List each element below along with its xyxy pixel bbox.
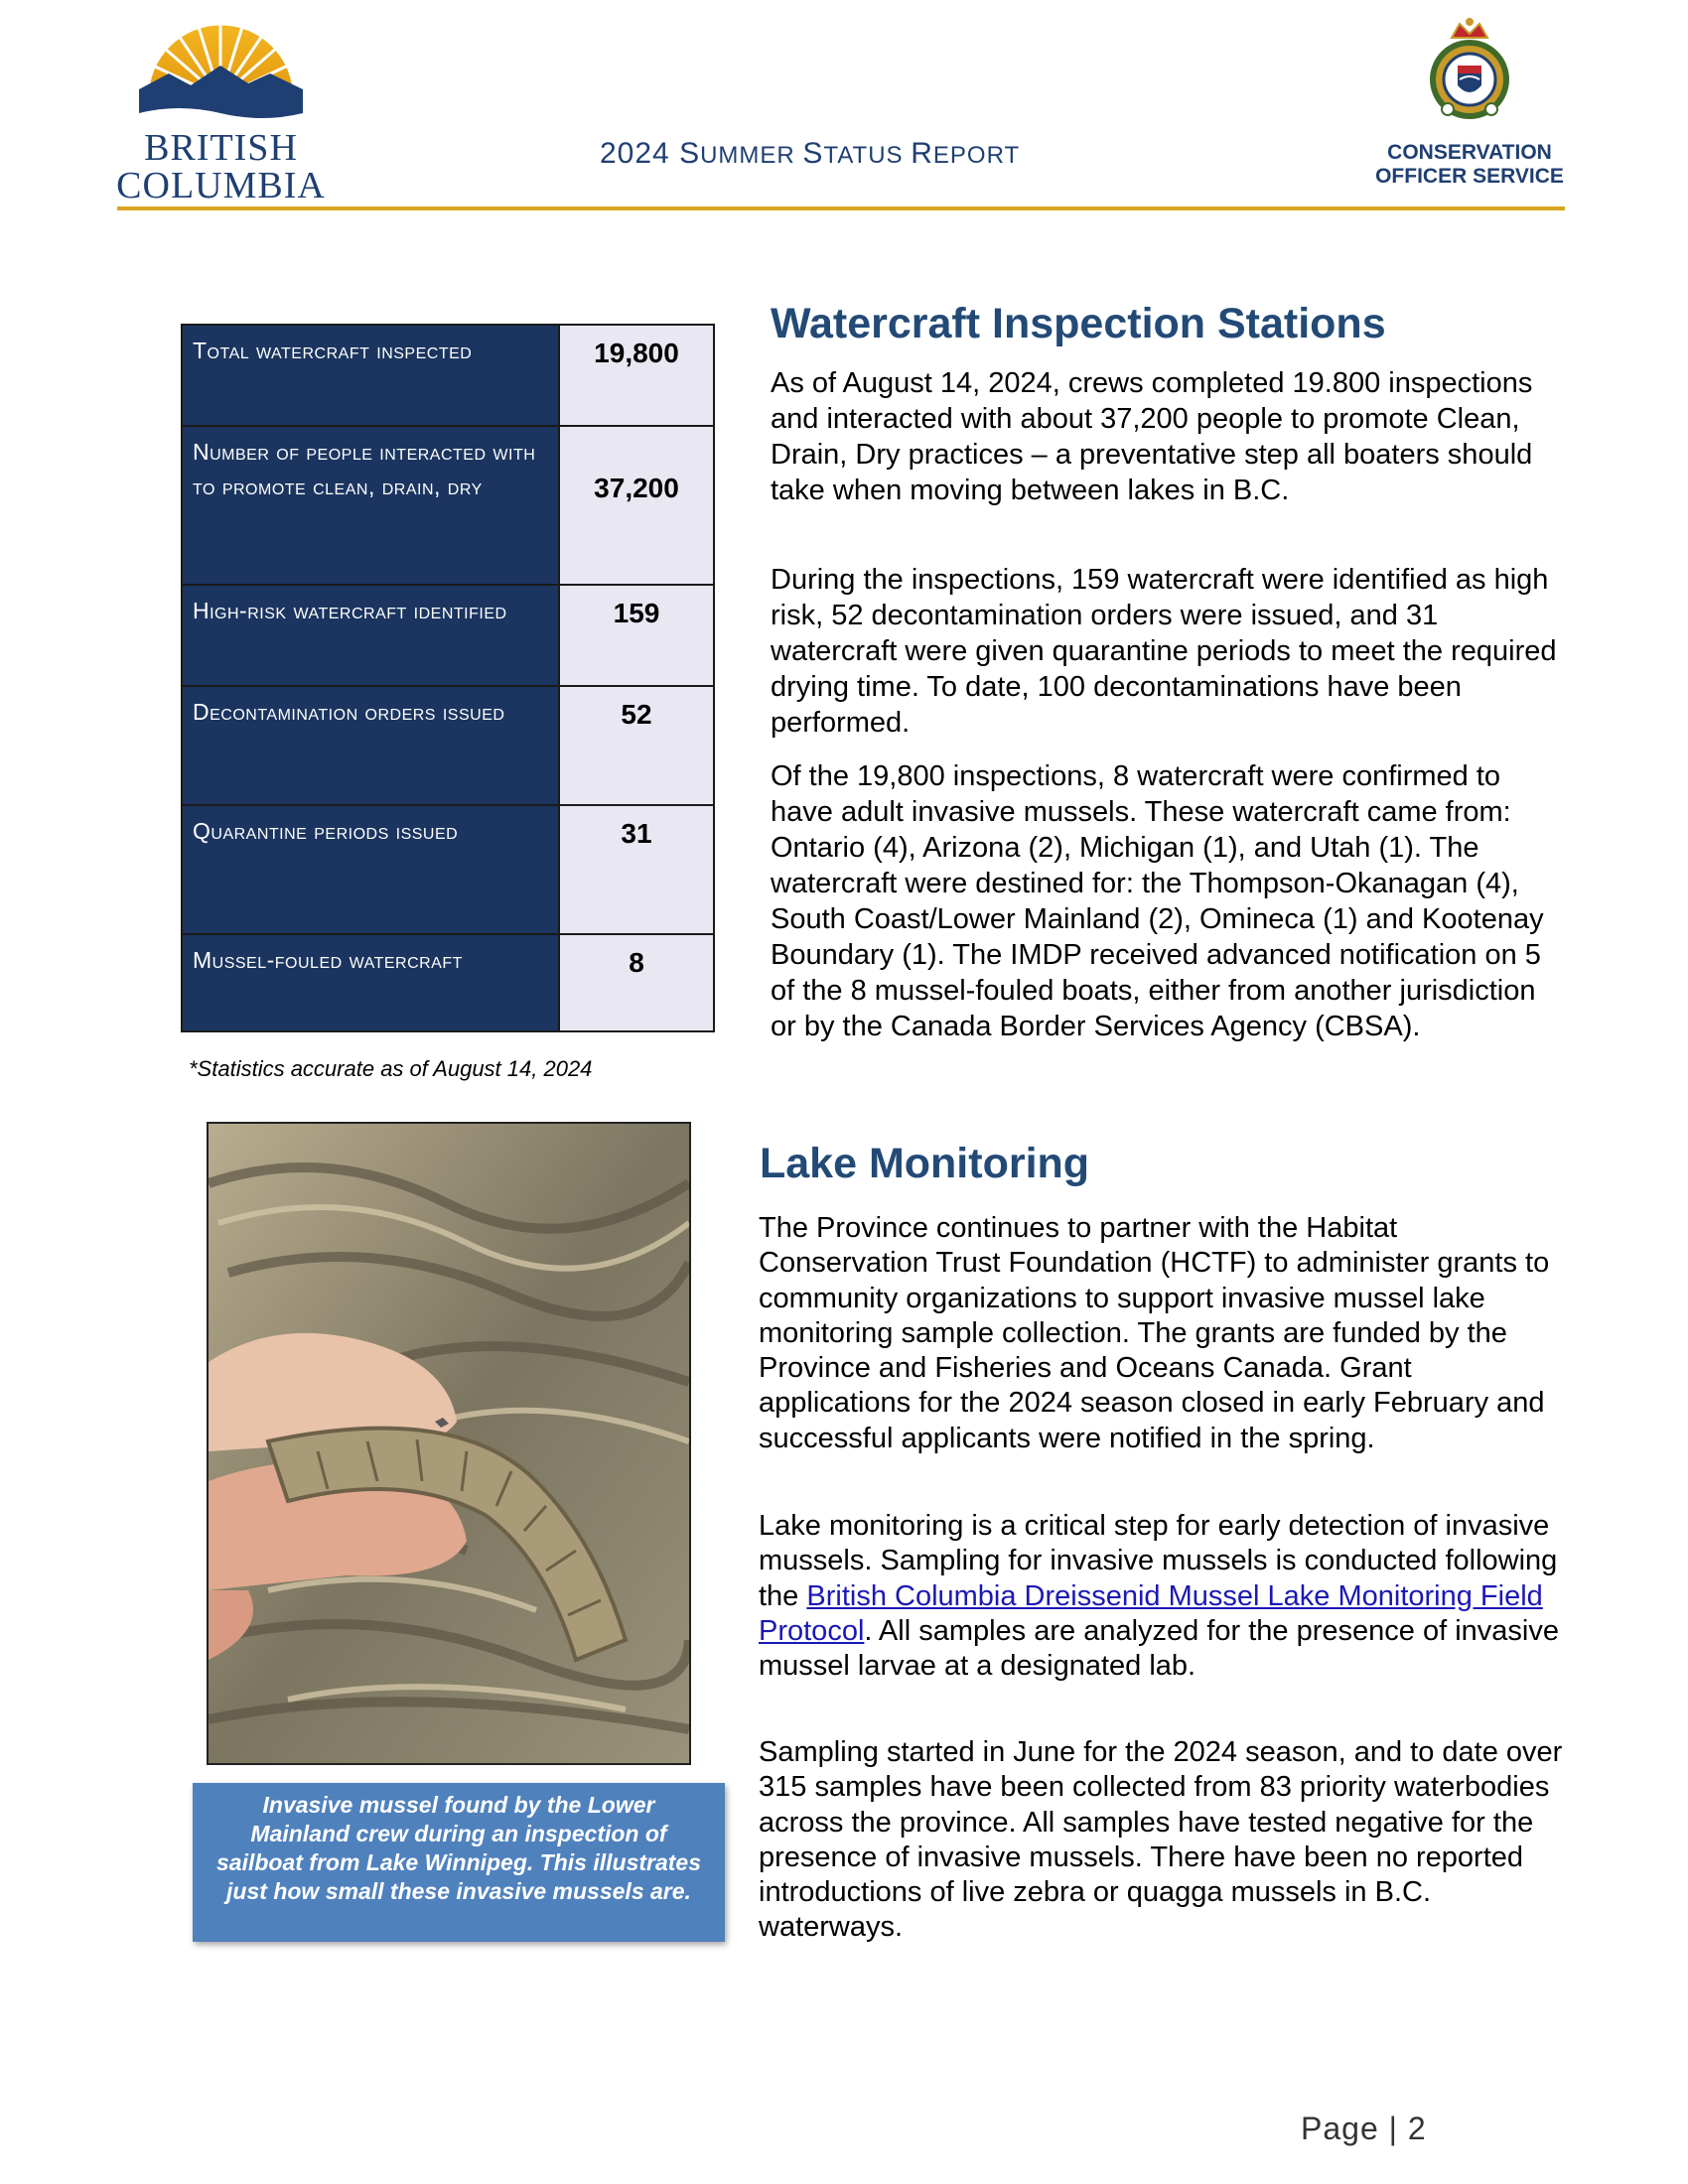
stat-value: 8 [560, 935, 713, 1030]
stats-row-decontamination [183, 687, 713, 806]
stat-label: High-risk watercraft identified [183, 586, 560, 685]
bc-logo [114, 18, 328, 206]
stats-row-total-inspected [183, 326, 713, 427]
photo-caption: Invasive mussel found by the Lower Mainland crew during an inspection of sailboat from Lake Winnipeg. This illustrates just how small these invasive mussels are. [193, 1783, 725, 1942]
stat-value: 31 [560, 806, 713, 933]
lake-paragraph-3: Sampling started in June for the 2024 season, and to date over 315 samples have been collected from 83 priority waterbodies across the province. All samples have tested negative for the presence of invasive mussels. There have been no reported introductions of live zebra or quagga mussels in B.C. waterways. [759, 1736, 1563, 1944]
watercraft-paragraph-2: During the inspections, 159 watercraft were identified as high risk, 52 decontamination orders were issued, and 31 watercraft were given quarantine periods to meet the required drying time. To date, 100 decontaminations have been performed. [771, 564, 1557, 739]
report-title-r: R [911, 137, 933, 170]
bc-logo-line2: COLUMBIA [116, 165, 326, 206]
watercraft-paragraph-1: As of August 14, 2024, crews completed 19.800 inspections and interacted with about 37,200 people to promote Clean, Drain, Dry practices – a preventative step all boaters should take when moving between lakes in B.C. [771, 367, 1533, 506]
report-title-eport: EPORT [932, 142, 1021, 169]
stats-row-quarantine [183, 806, 713, 935]
page-number: Page | 2 [1301, 2111, 1427, 2146]
stats-table [181, 324, 715, 1032]
stat-label: Total watercraft inspected [183, 326, 560, 425]
report-title-tatus: TATUS [823, 142, 912, 169]
watercraft-paragraph-3: Of the 19,800 inspections, 8 watercraft were confirmed to have adult invasive mussels. These watercraft came from: Ontario (4), Arizona (2), Michigan (1), and Utah (1). The watercraft were destined for: the Thompson-Okanagan (4), South Coast/Lower Mainland (2), Omineca (1) and Kootenay Boundary (1). The IMDP received advanced notification on 5 of the 8 mussel-fouled boats, either from another jurisdiction or by the Canada Border Services Agency (CBSA). [771, 760, 1544, 1042]
cos-crest-icon [1422, 14, 1517, 131]
report-title-s2: S [802, 137, 824, 170]
stat-value: 159 [560, 586, 713, 685]
bc-logo-line1: BRITISH [144, 127, 298, 169]
report-title-ummer: UMMER [700, 142, 803, 169]
stats-row-high-risk [183, 586, 713, 687]
lake-paragraph-1: The Province continues to partner with the Habitat Conservation Trust Foundation (HCTF) to administer grants to community organizations to support invasive mussel lake monitoring sample collection. The grants are funded by the Province and Fisheries and Oceans Canada. Grant applications for the 2024 season closed in early February and successful applicants were notified in the spring. [759, 1212, 1550, 1454]
stat-label: Decontamination orders issued [183, 687, 560, 804]
lake-paragraph-2 [759, 1509, 1565, 1684]
mussel-photo [207, 1122, 691, 1765]
stats-row-mussel-fouled [183, 935, 713, 1030]
lake-paragraph-2-text-before: Lake monitoring is a critical step for early detection of invasive mussels. Sampling for invasive mussels is conducted following the [759, 1510, 1558, 1612]
stat-label: Mussel-fouled watercraft [183, 935, 560, 1030]
field-protocol-link[interactable]: British Columbia Dreissenid Mussel Lake Monitoring Field Protocol [759, 1579, 1543, 1647]
stat-label: Quarantine periods issued [183, 806, 560, 933]
stat-label: Number of people interacted with to promote clean, drain, dry [183, 427, 560, 584]
stats-footnote: *Statistics accurate as of August 14, 2024 [189, 1056, 593, 1081]
stats-row-people-interacted [183, 427, 713, 586]
report-title-year: 2024 [600, 137, 680, 170]
report-title-s: S [679, 137, 701, 170]
cos-logo-line2: OFFICER SERVICE [1375, 165, 1564, 188]
rope-mussel-photo-icon [209, 1124, 689, 1763]
stat-value: 37,200 [560, 427, 713, 584]
watercraft-heading: Watercraft Inspection Stations [771, 300, 1386, 347]
header-divider [117, 206, 1565, 210]
stat-value: 52 [560, 687, 713, 804]
cos-logo-line1: CONSERVATION [1387, 141, 1552, 164]
report-title [600, 137, 1020, 171]
stat-value: 19,800 [560, 326, 713, 425]
bc-sun-mountain-icon [139, 18, 303, 127]
lake-monitoring-heading: Lake Monitoring [760, 1140, 1090, 1187]
lake-paragraph-2-text-after: . All samples are analyzed for the presence of invasive mussel larvae at a designated lab. [759, 1614, 1559, 1683]
cos-logo [1370, 14, 1569, 193]
